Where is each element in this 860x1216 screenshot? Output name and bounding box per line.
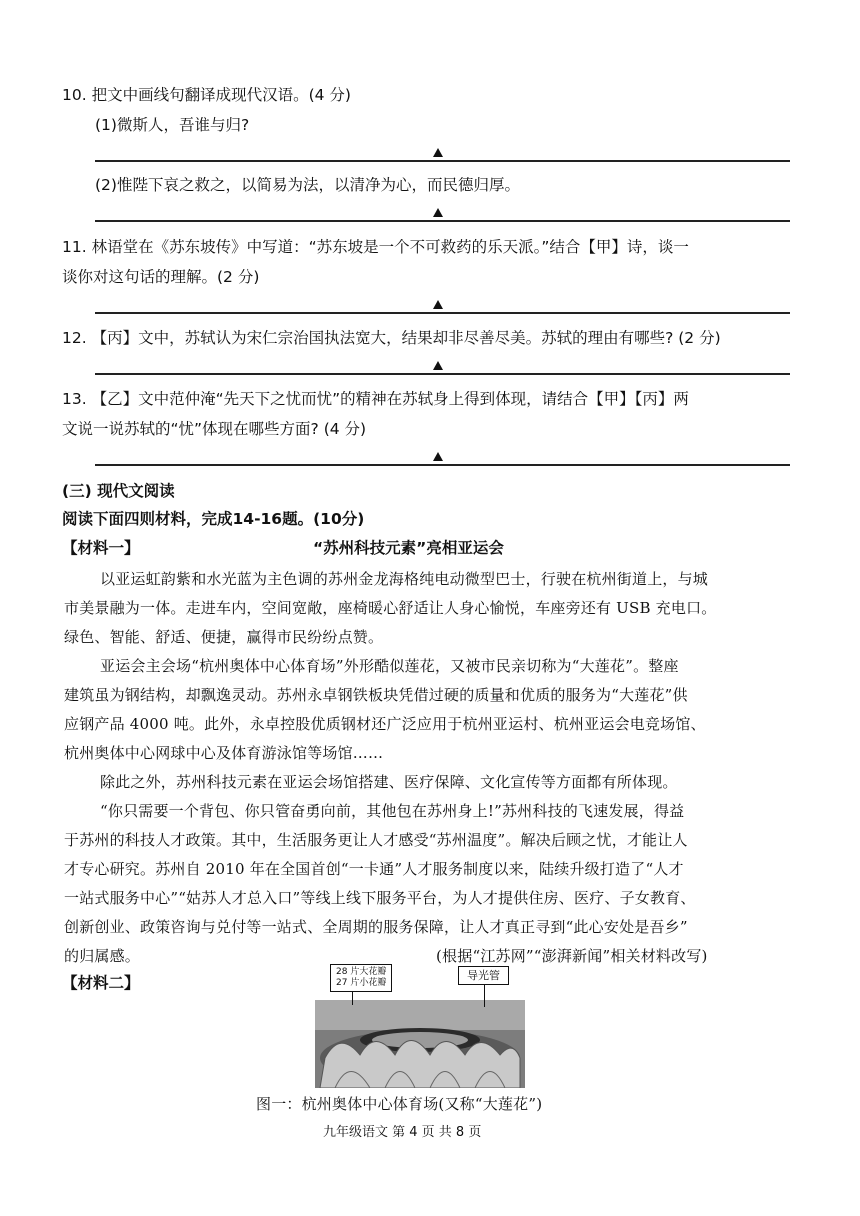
figure-caption: 图一：杭州奥体中心体育场(又称“大莲花”) xyxy=(256,1095,543,1113)
paragraph-line: 建筑虽为钢结构，却飘逸灵动。苏州永卓钢铁板块凭借过硬的质量和优质的服务为“大莲花”供 xyxy=(64,686,688,704)
petal-count-callout xyxy=(330,964,392,992)
q11-line2: 谈你对这句话的理解。(2 分) xyxy=(62,268,260,286)
answer-triangle-icon xyxy=(433,361,443,370)
paragraph-line: 创新创业、政策咨询与兑付等一站式、全周期的服务保障，让人才真正寻到“此心安处是吾乡” xyxy=(64,918,688,936)
q13-line2: 文说一说苏轼的“忧”体现在哪些方面? (4 分) xyxy=(62,420,367,438)
callout-text: 28 片大花瓣 xyxy=(336,967,387,977)
paragraph-line: 应钢产品 4000 吨。此外，永卓控股优质钢材还广泛应用于杭州亚运村、杭州亚运会电竞场馆、 xyxy=(64,715,706,733)
answer-line[interactable] xyxy=(95,160,790,162)
paragraph-line: “你只需要一个背包、你只管奋勇向前，其他包在苏州身上!”苏州科技的飞速发展，得益 xyxy=(100,802,685,820)
section-intro: 阅读下面四则材料，完成14-16题。(10分) xyxy=(62,510,365,528)
q12-line1: 12. 【丙】文中，苏轼认为宋仁宗治国执法宽大，结果却非尽善尽美。苏轼的理由有哪些? (2 分) xyxy=(62,329,721,347)
answer-line[interactable] xyxy=(95,373,790,375)
material1-label: 【材料一】 xyxy=(62,539,140,557)
answer-triangle-icon xyxy=(433,300,443,309)
answer-line[interactable] xyxy=(95,464,790,466)
material2-label: 【材料二】 xyxy=(62,974,140,992)
source-note: (根据“江苏网”“澎湃新闻”相关材料改写) xyxy=(436,947,708,965)
answer-line[interactable] xyxy=(95,312,790,314)
paragraph-line: 除此之外，苏州科技元素在亚运会场馆搭建、医疗保障、文化宣传等方面都有所体现。 xyxy=(100,773,678,791)
paragraph-line: 的归属感。 xyxy=(64,947,141,965)
paragraph-line: 于苏州的科技人才政策。其中，生活服务更让人才感受“苏州温度”。解决后顾之忧，才能让人 xyxy=(64,831,688,849)
paragraph-line: 绿色、智能、舒适、便捷，赢得市民纷纷点赞。 xyxy=(64,628,384,646)
paragraph-line: 亚运会主会场“杭州奥体中心体育场”外形酷似莲花，又被市民亲切称为“大莲花”。整座 xyxy=(100,657,679,675)
answer-line[interactable] xyxy=(95,220,790,222)
callout-text: 27 片小花瓣 xyxy=(336,978,387,988)
material1-title: “苏州科技元素”亮相亚运会 xyxy=(313,539,504,557)
paragraph-line: 以亚运虹韵紫和水光蓝为主色调的苏州金龙海格纯电动微型巴士，行驶在杭州街道上，与城 xyxy=(100,570,709,588)
paragraph-line: 杭州奥体中心网球中心及体育游泳馆等场馆…… xyxy=(64,744,384,762)
answer-triangle-icon xyxy=(433,452,443,461)
answer-triangle-icon xyxy=(433,148,443,157)
section-title: (三) 现代文阅读 xyxy=(62,482,175,500)
page-footer: 九年级语文 第 4 页 共 8 页 xyxy=(323,1125,482,1140)
q13-line1: 13. 【乙】文中范仲淹“先天下之忧而忧”的精神在苏轼身上得到体现，请结合【甲】【丙】两 xyxy=(62,390,689,408)
callout-pointer xyxy=(484,985,485,1007)
q11-line1: 11. 林语堂在《苏东坡传》中写道：“苏东坡是一个不可救药的乐天派。”结合【甲】诗，谈一 xyxy=(62,238,689,256)
paragraph-line: 才专心研究。苏州自 2010 年在全国首创“一卡通”人才服务制度以来，陆续升级打造了“人才 xyxy=(64,860,684,878)
q10-sub2: (2)惟陛下哀之救之，以简易为法，以清净为心，而民德归厚。 xyxy=(95,176,520,194)
paragraph-line: 市美景融为一体。走进车内，空间宽敞，座椅暖心舒适让人身心愉悦，车座旁还有 USB 充电口。 xyxy=(64,599,717,617)
q10-stem: 10. 把文中画线句翻译成现代汉语。(4 分) xyxy=(62,86,351,104)
paragraph-line: 一站式服务中心”“姑苏人才总入口”等线上线下服务平台，为人才提供住房、医疗、子女教育、 xyxy=(64,889,696,907)
lotus-stadium-icon xyxy=(315,1000,525,1088)
light-pipe-callout: 导光管 xyxy=(458,966,509,985)
answer-triangle-icon xyxy=(433,208,443,217)
stadium-photo xyxy=(315,1000,525,1088)
q10-sub1: (1)微斯人，吾谁与归? xyxy=(95,116,250,134)
